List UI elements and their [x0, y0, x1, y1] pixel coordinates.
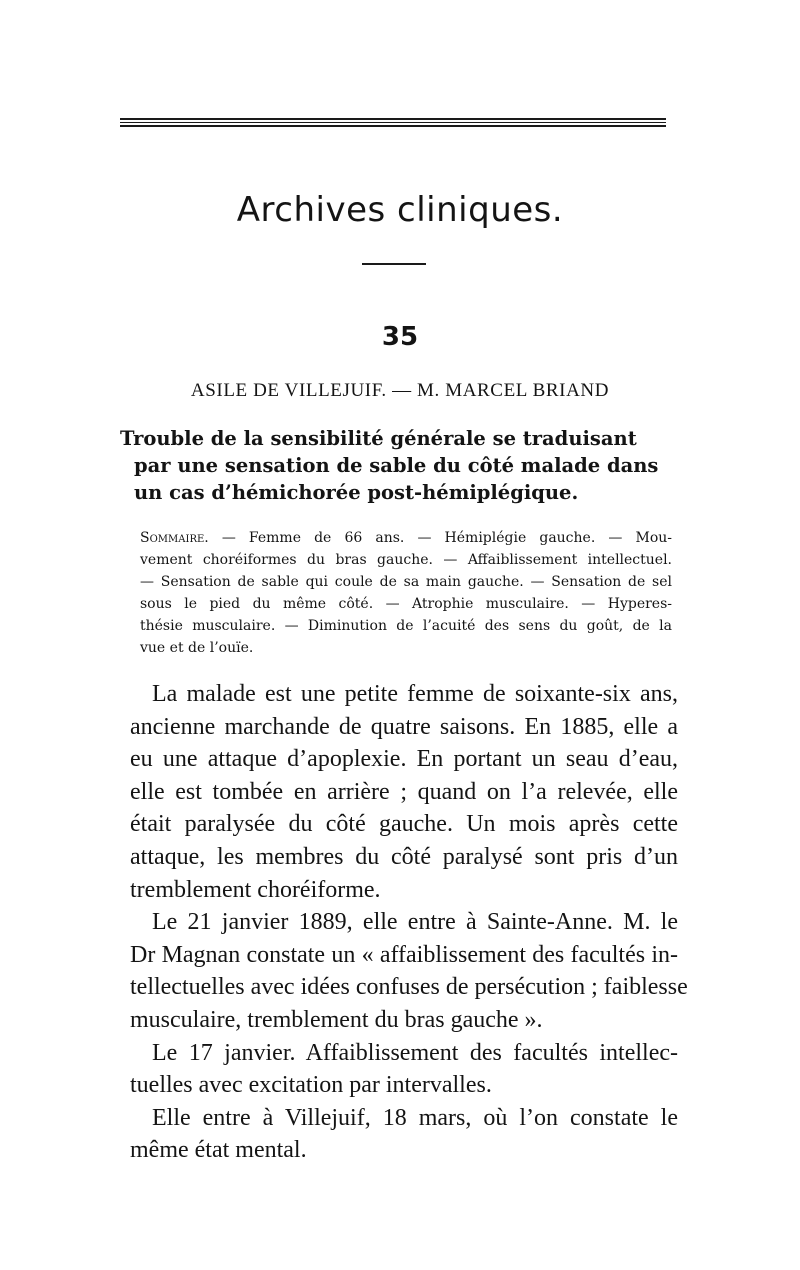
case-number: 35	[381, 322, 419, 352]
body-line: était paralysée du côté gauche. Un mois après cette	[130, 811, 678, 838]
body-line: tellectuelles avec idées confuses de persécution ; faiblesse	[130, 974, 688, 1001]
summary-line: sous le pied du même côté. — Atrophie musculaire. — Hyperes-	[140, 596, 672, 612]
heading-divider	[362, 263, 426, 265]
body-line: tuelles avec excitation par intervalles.	[130, 1072, 492, 1099]
summary-line: vement choréiformes du bras gauche. — Affaiblissement intellectuel.	[140, 552, 672, 568]
body-line: Dr Magnan constate un « affaiblissement des facultés in-	[130, 941, 678, 968]
title-line: par une sensation de sable du côté malade dans	[134, 454, 659, 477]
summary-text: — Femme de 66 ans. — Hémiplégie gauche. — Mou-	[208, 530, 672, 546]
summary-line	[122, 527, 672, 549]
summary-line: — Sensation de sable qui coule de sa main gauche. — Sensation de sel	[140, 574, 672, 590]
body-text	[130, 678, 688, 1167]
body-line: Le 17 janvier. Affaiblissement des facultés intellec-	[152, 1039, 678, 1066]
summary-line: thésie musculaire. — Diminution de l’acuité des sens du goût, de la	[140, 618, 672, 634]
body-line: musculaire, tremblement du bras gauche ».	[130, 1006, 543, 1033]
top-double-rule	[120, 118, 666, 127]
institution-author-line: ASILE DE VILLEJUIF. — M. MARCEL BRIAND	[190, 380, 610, 401]
body-line: tremblement choréiforme.	[130, 876, 381, 903]
summary-label: Sommaire.	[140, 530, 209, 546]
title-line: Trouble de la sensibilité générale se traduisant	[120, 427, 637, 450]
body-line: elle est tombée en arrière ; quand on l’a relevée, elle	[130, 778, 678, 805]
summary-line: vue et de l’ouïe.	[140, 640, 254, 656]
body-line: attaque, les membres du côté paralysé sont pris d’un	[130, 843, 678, 870]
body-line: eu une attaque d’apoplexie. En portant un seau d’eau,	[130, 746, 678, 773]
body-line: ancienne marchande de quatre saisons. En 1885, elle a	[130, 713, 678, 740]
body-line: Elle entre à Villejuif, 18 mars, où l’on constate le	[152, 1104, 678, 1131]
article-title	[120, 425, 680, 506]
body-line: Le 21 janvier 1889, elle entre à Sainte-Anne. M. le	[152, 909, 678, 936]
body-line: La malade est une petite femme de soixante-six ans,	[152, 681, 678, 707]
body-line: même état mental.	[130, 1137, 307, 1164]
summary-block	[122, 527, 672, 659]
title-line: un cas d’hémichorée post-hémiplégique.	[134, 481, 579, 504]
section-heading: Archives cliniques.	[236, 190, 564, 230]
